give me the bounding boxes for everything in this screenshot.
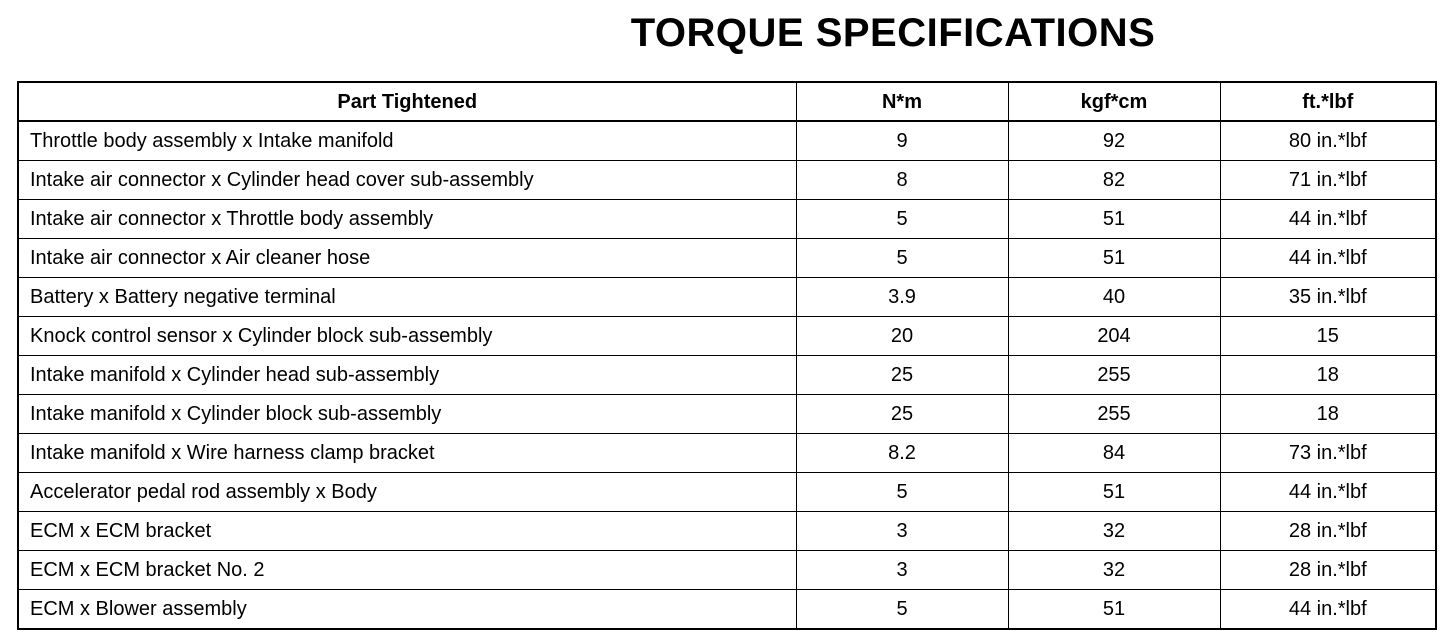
cell-nm: 3.9	[796, 278, 1008, 317]
table-row	[18, 356, 1436, 395]
table-row	[18, 200, 1436, 239]
torque-spec-table	[17, 81, 1437, 630]
cell-nm: 25	[796, 356, 1008, 395]
cell-kgfcm: 51	[1008, 473, 1220, 512]
cell-part: ECM x ECM bracket	[18, 512, 796, 551]
cell-part: Intake air connector x Throttle body assembly	[18, 200, 796, 239]
header-nm: N*m	[796, 82, 1008, 121]
cell-part: Battery x Battery negative terminal	[18, 278, 796, 317]
cell-ftlbf: 44 in.*lbf	[1220, 473, 1436, 512]
cell-nm: 20	[796, 317, 1008, 356]
cell-kgfcm: 51	[1008, 239, 1220, 278]
cell-kgfcm: 82	[1008, 161, 1220, 200]
table-row	[18, 317, 1436, 356]
cell-kgfcm: 255	[1008, 395, 1220, 434]
cell-nm: 5	[796, 239, 1008, 278]
cell-nm: 5	[796, 200, 1008, 239]
cell-ftlbf: 18	[1220, 356, 1436, 395]
cell-kgfcm: 84	[1008, 434, 1220, 473]
cell-nm: 8	[796, 161, 1008, 200]
cell-part: ECM x ECM bracket No. 2	[18, 551, 796, 590]
table-row	[18, 161, 1436, 200]
cell-part: Intake manifold x Cylinder block sub-assembly	[18, 395, 796, 434]
cell-ftlbf: 44 in.*lbf	[1220, 200, 1436, 239]
cell-kgfcm: 51	[1008, 200, 1220, 239]
cell-nm: 3	[796, 551, 1008, 590]
cell-ftlbf: 28 in.*lbf	[1220, 512, 1436, 551]
cell-nm: 8.2	[796, 434, 1008, 473]
header-ftlbf: ft.*lbf	[1220, 82, 1436, 121]
cell-part: Knock control sensor x Cylinder block sub-assembly	[18, 317, 796, 356]
cell-nm: 5	[796, 473, 1008, 512]
table-row	[18, 551, 1436, 590]
cell-nm: 3	[796, 512, 1008, 551]
cell-part: Intake manifold x Wire harness clamp bracket	[18, 434, 796, 473]
cell-part: Intake air connector x Air cleaner hose	[18, 239, 796, 278]
cell-ftlbf: 28 in.*lbf	[1220, 551, 1436, 590]
cell-kgfcm: 204	[1008, 317, 1220, 356]
cell-ftlbf: 44 in.*lbf	[1220, 590, 1436, 630]
cell-ftlbf: 35 in.*lbf	[1220, 278, 1436, 317]
cell-ftlbf: 71 in.*lbf	[1220, 161, 1436, 200]
cell-kgfcm: 255	[1008, 356, 1220, 395]
cell-kgfcm: 32	[1008, 512, 1220, 551]
cell-kgfcm: 51	[1008, 590, 1220, 630]
cell-part: Intake air connector x Cylinder head cover sub-assembly	[18, 161, 796, 200]
table-body	[18, 121, 1436, 629]
table-row	[18, 512, 1436, 551]
table-row	[18, 278, 1436, 317]
page-title: TORQUE SPECIFICATIONS	[630, 11, 1156, 55]
cell-ftlbf: 44 in.*lbf	[1220, 239, 1436, 278]
cell-part: Throttle body assembly x Intake manifold	[18, 121, 796, 161]
cell-kgfcm: 40	[1008, 278, 1220, 317]
cell-ftlbf: 15	[1220, 317, 1436, 356]
table-row	[18, 121, 1436, 161]
cell-nm: 25	[796, 395, 1008, 434]
cell-ftlbf: 18	[1220, 395, 1436, 434]
cell-ftlbf: 80 in.*lbf	[1220, 121, 1436, 161]
cell-nm: 9	[796, 121, 1008, 161]
table-row	[18, 395, 1436, 434]
cell-ftlbf: 73 in.*lbf	[1220, 434, 1436, 473]
cell-part: Accelerator pedal rod assembly x Body	[18, 473, 796, 512]
cell-nm: 5	[796, 590, 1008, 630]
header-part-tightened: Part Tightened	[18, 82, 796, 121]
header-kgfcm: kgf*cm	[1008, 82, 1220, 121]
table-row	[18, 239, 1436, 278]
table-row	[18, 473, 1436, 512]
table-row	[18, 434, 1436, 473]
cell-part: ECM x Blower assembly	[18, 590, 796, 630]
cell-kgfcm: 32	[1008, 551, 1220, 590]
table-row	[18, 590, 1436, 630]
cell-part: Intake manifold x Cylinder head sub-assembly	[18, 356, 796, 395]
table-header-row	[18, 82, 1436, 121]
cell-kgfcm: 92	[1008, 121, 1220, 161]
